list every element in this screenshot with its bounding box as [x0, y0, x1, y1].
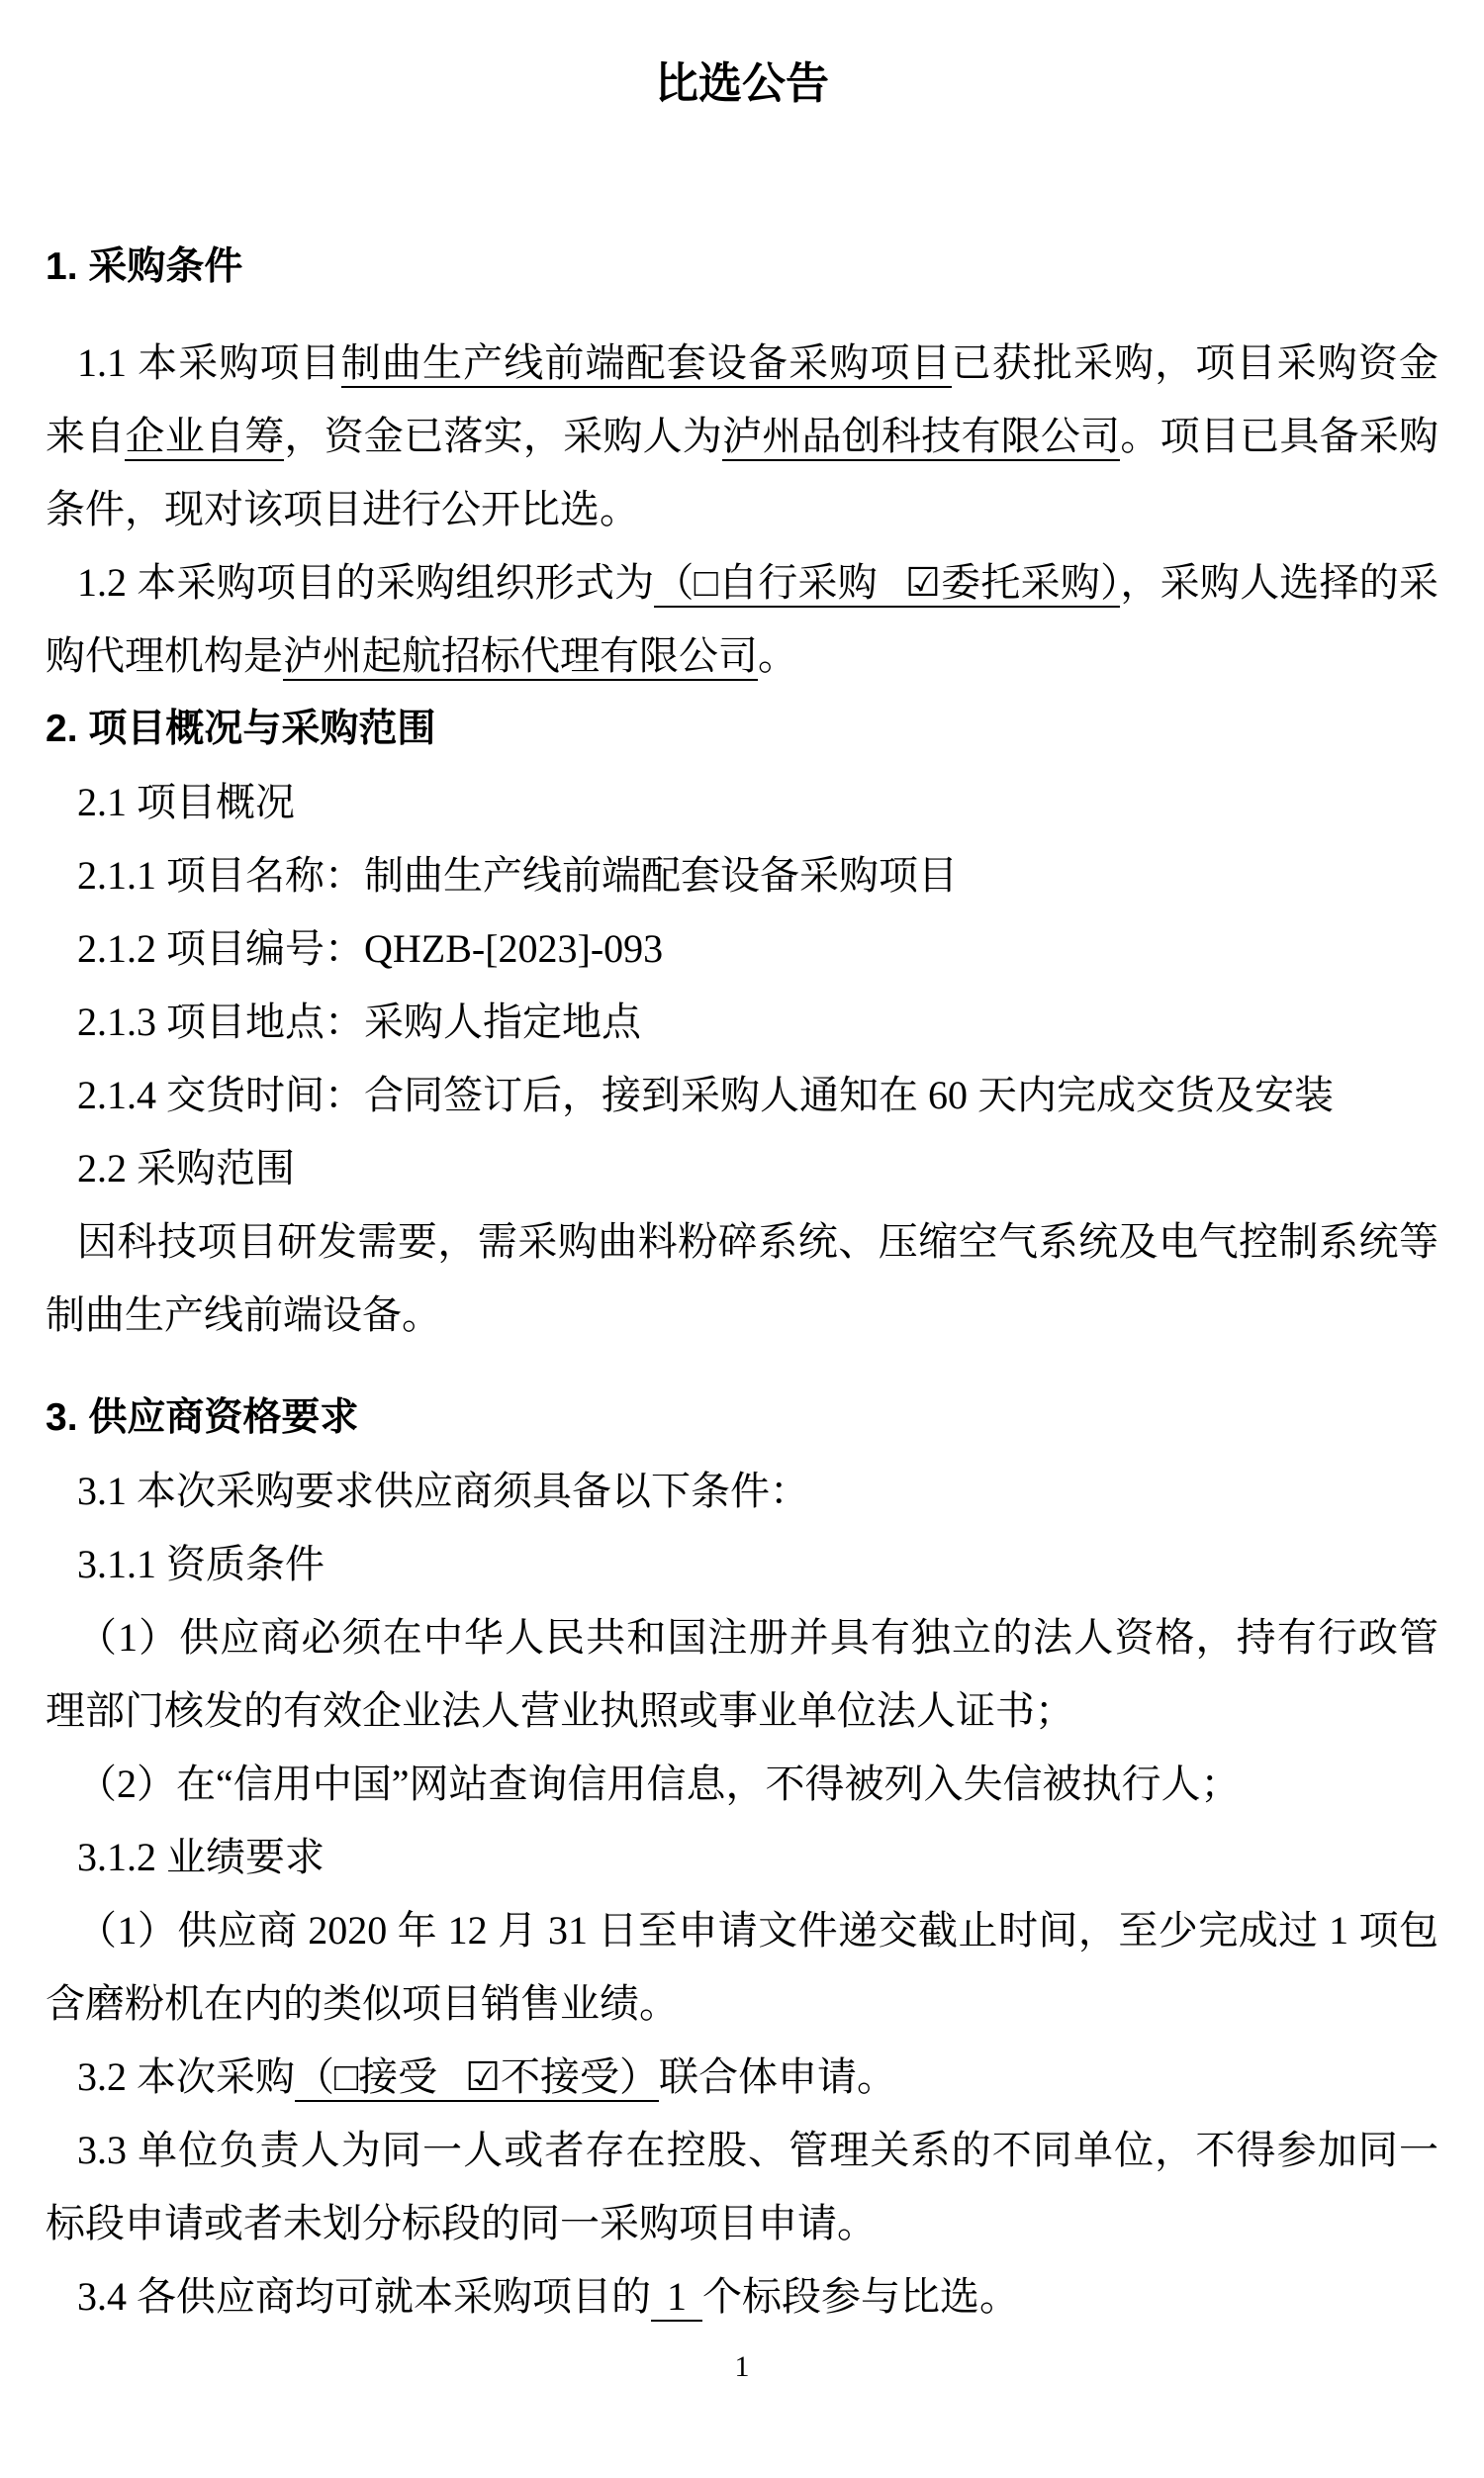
paragraph-3-1-2: 3.1.2 业绩要求 [77, 1835, 325, 1879]
document-title: 比选公告 [655, 59, 829, 108]
open-paren: （ [654, 560, 695, 605]
paragraph-2-1-2: 2.1.2 项目编号：QHZB-[2023]-093 [77, 926, 664, 971]
paragraph-1-2 [46, 546, 1438, 693]
section-2-heading: 2. 项目概况与采购范围 [46, 708, 436, 750]
p11-mid2: ，资金已落实，采购人为 [284, 414, 723, 458]
paragraph-3-4 [46, 2260, 1438, 2334]
p32-lead: 3.2 本次采购 [77, 2054, 295, 2099]
consortium-form-field [295, 2054, 659, 2102]
p12-lead: 1.2 本采购项目的采购组织形式为 [77, 560, 655, 605]
procurement-org-form-field [654, 560, 1120, 608]
paragraph-2-1-4: 2.1.4 交货时间：合同签订后，接到采购人通知在 60 天内完成交货及安装 [77, 1073, 1334, 1117]
project-name-field: 制曲生产线前端配套设备采购项目 [341, 340, 952, 388]
option-accept: 接受 [358, 2054, 438, 2099]
p32-tail: 联合体申请。 [659, 2054, 897, 2099]
option-reject: 不接受 [501, 2054, 620, 2099]
p11-lead: 1.1 本采购项目 [77, 340, 341, 385]
paragraph-3-3: 3.3 单位负责人为同一人或者存在控股、管理关系的不同单位，不得参加同一标段申请或者未划分标段的同一采购项目申请。 [46, 2128, 1438, 2245]
option-delegated-procurement: 委托采购 [940, 560, 1101, 605]
fund-source-field: 企业自筹 [125, 414, 284, 461]
open-paren: （ [295, 2054, 334, 2099]
p11-tail: 。项目已具备采购条件，现对该项目进行公开比选。 [46, 414, 1439, 531]
paragraph-1-1 [46, 327, 1438, 546]
paragraph-3-1-1-item1: （1）供应商必须在中华人民共和国注册并具有独立的法人资格，持有行政管理部门核发的有效企业法人营业执照或事业单位法人证书； [46, 1615, 1438, 1733]
page-number: 1 [734, 2350, 750, 2383]
paragraph-2-2-body: 因科技项目研发需要，需采购曲料粉碎系统、压缩空气系统及电气控制系统等制曲生产线前端设备。 [46, 1219, 1438, 1337]
p12-tail: 。 [758, 633, 797, 678]
paragraph-3-1-1: 3.1.1 资质条件 [77, 1542, 325, 1586]
checkbox-checked-icon: ☑ [905, 560, 941, 605]
purchaser-name-field: 泸州品创科技有限公司 [722, 414, 1120, 461]
p11-mid1: 已获批采购，项目采购资金来自 [46, 340, 1438, 458]
checkbox-unchecked-icon: □ [334, 2054, 359, 2099]
section-1-heading: 1. 采购条件 [46, 245, 243, 288]
paragraph-2-1-1: 2.1.1 项目名称：制曲生产线前端配套设备采购项目 [77, 853, 958, 898]
p34-tail: 个标段参与比选。 [702, 2274, 1019, 2319]
checkbox-unchecked-icon: □ [694, 560, 719, 605]
paragraph-2-2: 2.2 采购范围 [77, 1146, 295, 1191]
paragraph-3-1: 3.1 本次采购要求供应商须具备以下条件： [77, 1469, 809, 1513]
paragraph-2-1: 2.1 项目概况 [77, 780, 295, 824]
close-paren: ） [619, 2054, 660, 2099]
option-self-procurement: 自行采购 [718, 560, 879, 605]
agency-name-field: 泸州起航招标代理有限公司 [283, 633, 758, 681]
close-paren: ） [1100, 560, 1121, 605]
paragraph-3-1-2-item1: （1）供应商 2020 年 12 月 31 日至申请文件递交截止时间，至少完成过 1 项包含磨粉机在内的类似项目销售业绩。 [46, 1908, 1438, 2026]
paragraph-2-1-3: 2.1.3 项目地点：采购人指定地点 [77, 1000, 641, 1044]
lot-count-field: 1 [651, 2274, 702, 2322]
paragraph-3-1-1-item2: （2）在“信用中国”网站查询信用信息，不得被列入失信被执行人； [77, 1762, 1241, 1806]
paragraph-3-2 [46, 2041, 1438, 2114]
p12-mid: ，采购人选择的采购代理机构是 [46, 560, 1439, 678]
p34-lead: 3.4 各供应商均可就本采购项目的 [77, 2274, 651, 2319]
section-3-heading: 3. 供应商资格要求 [46, 1396, 359, 1439]
checkbox-checked-icon: ☑ [465, 2054, 502, 2099]
